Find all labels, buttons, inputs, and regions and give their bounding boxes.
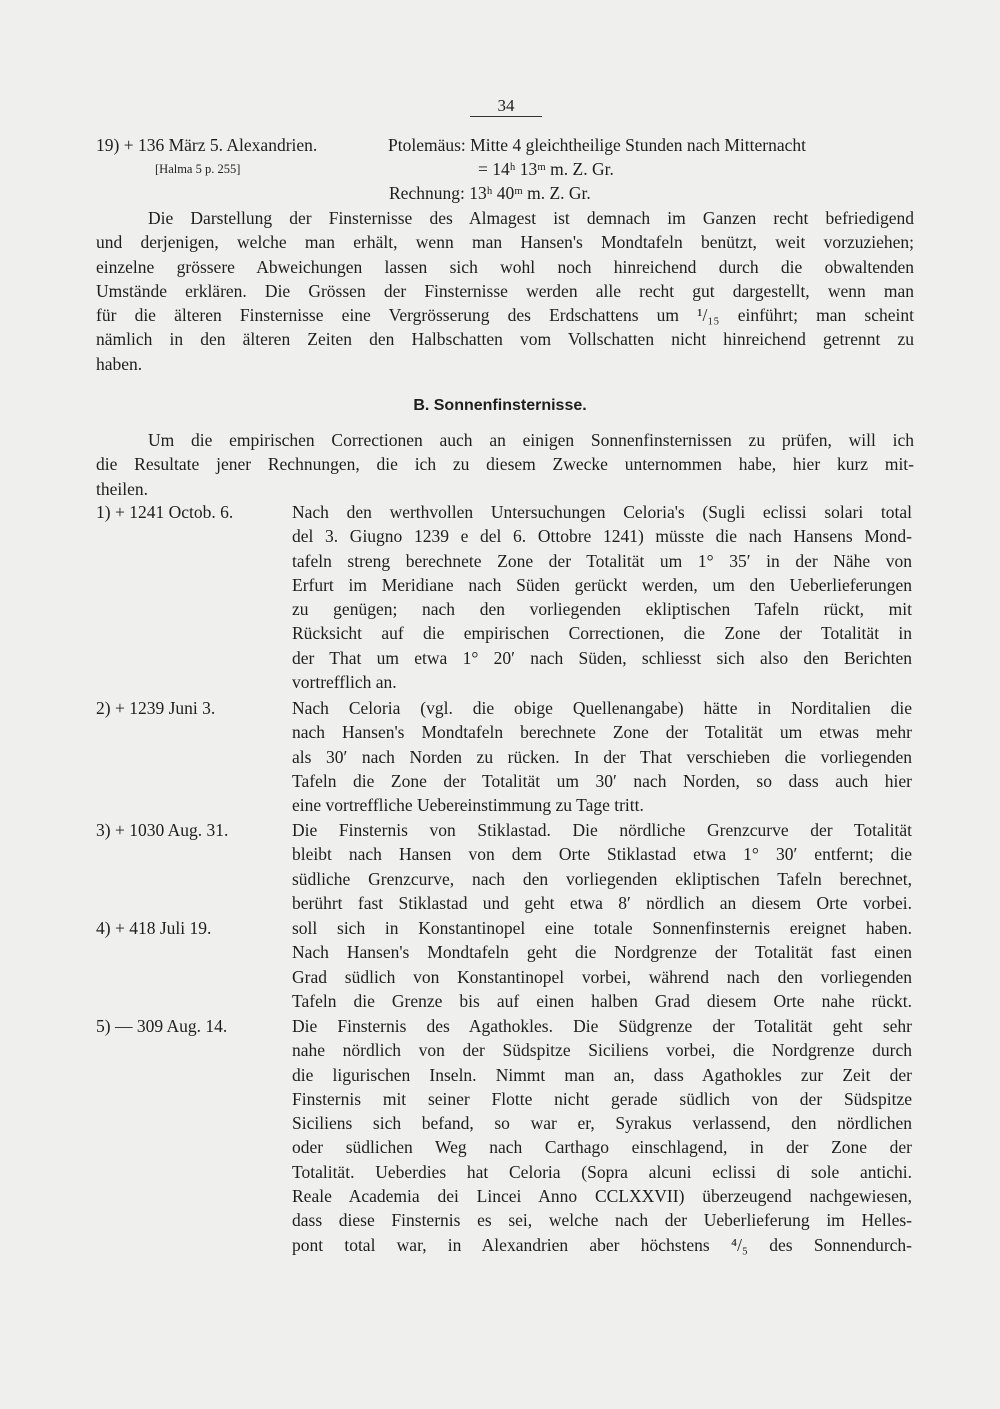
entry-line: Grad südlich von Konstantinopel vorbei, während nach den vorliegenden <box>292 966 912 987</box>
paragraph-1-line: haben. <box>96 353 143 374</box>
paragraph-1 <box>96 206 914 376</box>
entry-line: dass diese Finsternis es sei, welche nach der Ueberlieferung im Helles- <box>292 1210 912 1231</box>
paragraph-2 <box>96 428 914 501</box>
entry-line: Tafeln die Zone der Totalität um 30′ nach Norden, so dass auch hier <box>292 770 912 791</box>
section-heading: B. Sonnenfinsternisse. <box>413 397 587 414</box>
entry-1-label: 1) + 1241 Octob. 6. <box>96 502 234 522</box>
entry-line: Nach den werthvollen Untersuchungen Celoria's (Sugli eclissi solari total <box>292 502 912 522</box>
entry-line: berührt fast Stiklastad und geht etwa 8′ nördlich an diesem Orte vorbei. <box>292 892 912 913</box>
entry-line: Die Finsternis von Stiklastad. Die nördliche Grenzcurve der Totalität <box>292 820 912 840</box>
entry-line: bleibt nach Hansen von dem Orte Stiklastad etwa 1° 30′ entfernt; die <box>292 844 912 865</box>
paragraph-1-line: nämlich in den älteren Zeiten den Halbschatten vom Vollschatten nicht hinreichend getrennt zu <box>96 329 914 350</box>
entry-1-text <box>292 500 912 694</box>
entry-line: zu genügen; nach den vorliegenden ekliptischen Tafeln rückt, mit <box>292 599 912 620</box>
entry-line: nahe nördlich von der Südspitze Siciliens vorbei, die Nordgrenze durch <box>292 1040 912 1061</box>
entry-line: der That um etwa 1° 20′ nach Süden, schliesst sich also den Berichten <box>292 647 912 668</box>
entry-line: Totalität. Ueberdies hat Celoria (Sopra alcuni eclissi di sole antichi. <box>292 1161 912 1182</box>
entry-line: oder südlichen Weg nach Carthago einschlagend, in der Zone der <box>292 1137 912 1158</box>
entry-line: del 3. Giugno 1239 e del 6. Ottobre 1241) müsste die nach Hansens Mond- <box>292 526 912 547</box>
entry-line: Nach Celoria (vgl. die obige Quellenangabe) hätte in Norditalien die <box>292 698 912 718</box>
paragraph-1-line: Die Darstellung der Finsternisse des Almagest ist demnach im Ganzen recht befriedigend <box>148 208 914 228</box>
paragraph-1-line: für die älteren Finsternisse eine Vergrösserung des Erdschattens um ¹/₁₅ einführt; man scheint <box>96 305 914 326</box>
entry-2-text <box>292 696 912 817</box>
paragraph-1-line: einzelne grössere Abweichungen lassen sich wohl noch hinreichend durch die obwaltenden <box>96 256 914 277</box>
entry-5-label: 5) — 309 Aug. 14. <box>96 1016 228 1036</box>
paragraph-1-line: und derjenigen, welche man erhält, wenn man Hansen's Mondtafeln benützt, weit vorzuziehen; <box>96 232 914 253</box>
eclipse-19-ptolemy-value: = 14ʰ 13ᵐ m. Z. Gr. <box>478 159 614 179</box>
paragraph-2-line: Um die empirischen Correctionen auch an einigen Sonnenfinsternissen zu prüfen, will ich <box>148 430 914 450</box>
entry-line: Siciliens sich befand, so war er, Syrakus verlassend, den nördlichen <box>292 1113 912 1134</box>
entry-line: als 30′ nach Norden zu rücken. In der That verschieben die vorliegenden <box>292 746 912 767</box>
entry-line: Nach Hansen's Mondtafeln geht die Nordgrenze der Totalität fast einen <box>292 942 912 963</box>
entry-2-label: 2) + 1239 Juni 3. <box>96 698 216 718</box>
entry-line: eine vortreffliche Uebereinstimmung zu Tage tritt. <box>292 795 644 816</box>
entry-line: die ligurischen Inseln. Nimmt man an, dass Agathokles zur Zeit der <box>292 1064 912 1085</box>
paragraph-1-line: Umstände erklären. Die Grössen der Finsternisse werden alle recht gut dargestellt, wenn man <box>96 280 914 301</box>
entry-4-label: 4) + 418 Juli 19. <box>96 918 212 938</box>
entry-line: nach Hansen's Mondtafeln berechnete Zone der Totalität um etwas mehr <box>292 722 912 743</box>
entry-line: Rücksicht auf die empirischen Correctionen, die Zone der Totalität in <box>292 623 912 644</box>
entry-line: tafeln streng berechnete Zone der Totalität um 1° 35′ in der Nähe von <box>292 550 912 571</box>
paragraph-2-line: die Resultate jener Rechnungen, die ich zu diesem Zwecke unternommen habe, hier kurz mit- <box>96 454 914 475</box>
entry-3-text <box>292 818 912 915</box>
entry-line: Tafeln die Grenze bis auf einen halben Grad diesem Orte nahe rückt. <box>292 990 912 1011</box>
entry-line: Die Finsternis des Agathokles. Die Südgrenze der Totalität geht sehr <box>292 1016 912 1036</box>
entry-line: pont total war, in Alexandrien aber höchstens ⁴/₅ des Sonnendurch- <box>292 1234 912 1255</box>
eclipse-19-rechnung: Rechnung: 13ʰ 40ᵐ m. Z. Gr. <box>389 183 591 203</box>
entry-line: vortrefflich an. <box>292 672 397 693</box>
eclipse-19-ptolemy: Ptolemäus: Mitte 4 gleichtheilige Stunden nach Mitternacht <box>388 135 806 155</box>
entry-line: südliche Grenzcurve, nach den vorliegenden ekliptischen Tafeln berechnet, <box>292 868 912 889</box>
entry-line: Reale Academia dei Lincei Anno CCLXXVII) überzeugend nachgewiesen, <box>292 1186 912 1207</box>
eclipse-19-citation: [Halma 5 p. 255] <box>155 162 241 176</box>
entry-3-label: 3) + 1030 Aug. 31. <box>96 820 229 840</box>
entry-line: soll sich in Konstantinopel eine totale Sonnenfinsternis ereignet haben. <box>292 918 912 938</box>
eclipse-19-label: 19) + 136 März 5. Alexandrien. <box>96 135 318 155</box>
entry-5-text <box>292 1014 912 1257</box>
entry-line: Erfurt im Meridiane nach Süden gerückt werden, um den Ueberlieferungen <box>292 574 912 595</box>
entry-line: Finsternis mit seiner Flotte nicht gerade südlich von der Südspitze <box>292 1088 912 1109</box>
page-number: 34 <box>470 96 542 117</box>
paragraph-2-line: theilen. <box>96 478 148 499</box>
entry-4-text <box>292 916 912 1013</box>
